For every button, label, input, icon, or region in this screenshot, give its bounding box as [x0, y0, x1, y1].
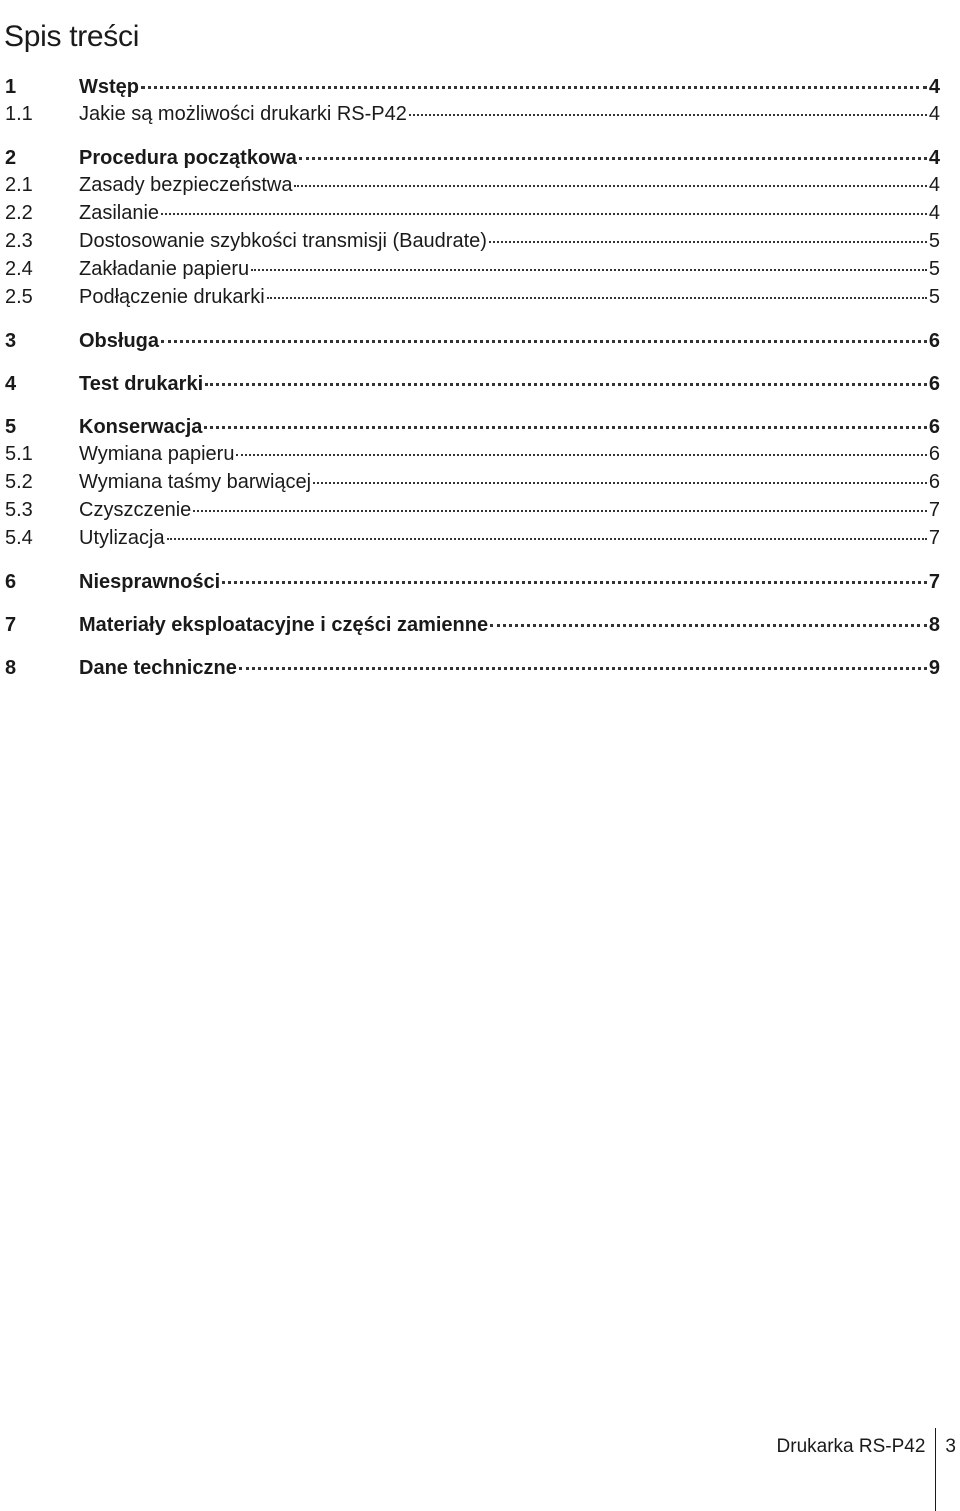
toc-entry-page: 7: [928, 571, 940, 593]
toc-entry-number: 2.3: [5, 230, 33, 252]
toc-entry-number: 3: [5, 330, 17, 352]
toc-dot-leader: [294, 165, 926, 187]
page-title: Spis treści: [4, 20, 140, 54]
toc-entry-label: Wymiana taśmy barwiącej: [79, 471, 312, 493]
toc-entry-label: Niesprawności: [79, 571, 221, 593]
toc-chapter-entry[interactable]: [5, 651, 940, 679]
toc-entry-label: Zasilanie: [79, 202, 160, 224]
toc-entry-number: 4: [5, 373, 17, 395]
toc-dot-leader: [161, 320, 927, 343]
toc-entry-label: Zakładanie papieru: [79, 258, 250, 280]
toc-dot-leader: [239, 647, 927, 670]
toc-section-entry[interactable]: [5, 522, 940, 550]
footer-page-number: 3: [945, 1436, 956, 1457]
toc-entry-page: 4: [928, 103, 940, 125]
table-of-contents: [5, 70, 940, 679]
toc-entry-page: 5: [928, 230, 940, 252]
toc-section-entry[interactable]: [5, 98, 940, 126]
toc-entry-page: 8: [928, 614, 940, 636]
toc-chapter-entry[interactable]: [5, 367, 940, 395]
toc-chapter-entry[interactable]: [5, 565, 940, 593]
toc-entry-label: Czyszczenie: [79, 499, 192, 521]
toc-section-entry[interactable]: [5, 281, 940, 309]
toc-entry-number: 5.3: [5, 499, 33, 521]
toc-entry-number: 2: [5, 147, 17, 169]
toc-entry-page: 9: [928, 657, 940, 679]
toc-dot-leader: [193, 490, 927, 512]
toc-entry-number: 6: [5, 571, 17, 593]
toc-dot-leader: [167, 518, 927, 540]
toc-dot-leader: [205, 363, 927, 386]
toc-dot-leader: [490, 604, 927, 627]
toc-entry-number: 2.5: [5, 286, 33, 308]
toc-dot-leader: [161, 193, 927, 215]
toc-dot-leader: [313, 462, 927, 484]
toc-dot-leader: [251, 249, 927, 271]
toc-entry-label: Dostosowanie szybkości transmisji (Baudrate): [79, 230, 487, 252]
toc-entry-label: Utylizacja: [79, 527, 165, 549]
toc-entry-label: Jakie są możliwości drukarki RS-P42: [79, 103, 407, 125]
toc-entry-page: 6: [928, 471, 940, 493]
toc-entry-page: 6: [928, 416, 940, 438]
toc-dot-leader: [267, 277, 927, 299]
toc-entry-number: 5.1: [5, 443, 33, 465]
toc-entry-page: 7: [928, 499, 940, 521]
toc-entry-label: Podłączenie drukarki: [79, 286, 265, 308]
toc-dot-leader: [141, 66, 927, 89]
page-footer: [777, 1428, 960, 1511]
toc-chapter-entry[interactable]: [5, 608, 940, 636]
footer-document-title: Drukarka RS-P42: [776, 1436, 926, 1457]
toc-entry-label: Test drukarki: [79, 373, 204, 395]
toc-dot-leader: [204, 406, 926, 429]
toc-entry-label: Materiały eksploatacyjne i części zamienne: [79, 614, 489, 636]
toc-entry-page: 4: [928, 147, 940, 169]
toc-entry-page: 5: [928, 286, 940, 308]
toc-entry-number: 1: [5, 76, 17, 98]
toc-entry-number: 1.1: [5, 103, 33, 125]
toc-entry-label: Obsługa: [79, 330, 160, 352]
toc-entry-label: Zasady bezpieczeństwa: [79, 174, 293, 196]
toc-entry-page: 4: [928, 202, 940, 224]
toc-chapter-entry[interactable]: [5, 324, 940, 352]
toc-entry-number: 5.4: [5, 527, 33, 549]
toc-entry-number: 2.2: [5, 202, 33, 224]
toc-entry-page: 6: [928, 443, 940, 465]
toc-entry-page: 7: [928, 527, 940, 549]
toc-entry-label: Wymiana papieru: [79, 443, 235, 465]
toc-entry-label: Procedura początkowa: [79, 147, 297, 169]
toc-entry-page: 6: [928, 373, 940, 395]
toc-entry-page: 4: [928, 174, 940, 196]
toc-entry-label: Wstęp: [79, 76, 139, 98]
toc-dot-leader: [222, 561, 927, 584]
toc-dot-leader: [409, 94, 927, 116]
toc-dot-leader: [489, 221, 927, 243]
toc-dot-leader: [236, 434, 926, 456]
toc-entry-number: 5.2: [5, 471, 33, 493]
toc-entry-number: 2.1: [5, 174, 33, 196]
toc-entry-number: 2.4: [5, 258, 33, 280]
toc-entry-label: Dane techniczne: [79, 657, 237, 679]
toc-entry-page: 6: [928, 330, 940, 352]
toc-entry-number: 8: [5, 657, 17, 679]
toc-entry-page: 5: [928, 258, 940, 280]
toc-entry-label: Konserwacja: [79, 416, 203, 438]
toc-entry-page: 4: [928, 76, 940, 98]
toc-entry-number: 7: [5, 614, 17, 636]
toc-entry-number: 5: [5, 416, 17, 438]
toc-dot-leader: [299, 137, 927, 160]
